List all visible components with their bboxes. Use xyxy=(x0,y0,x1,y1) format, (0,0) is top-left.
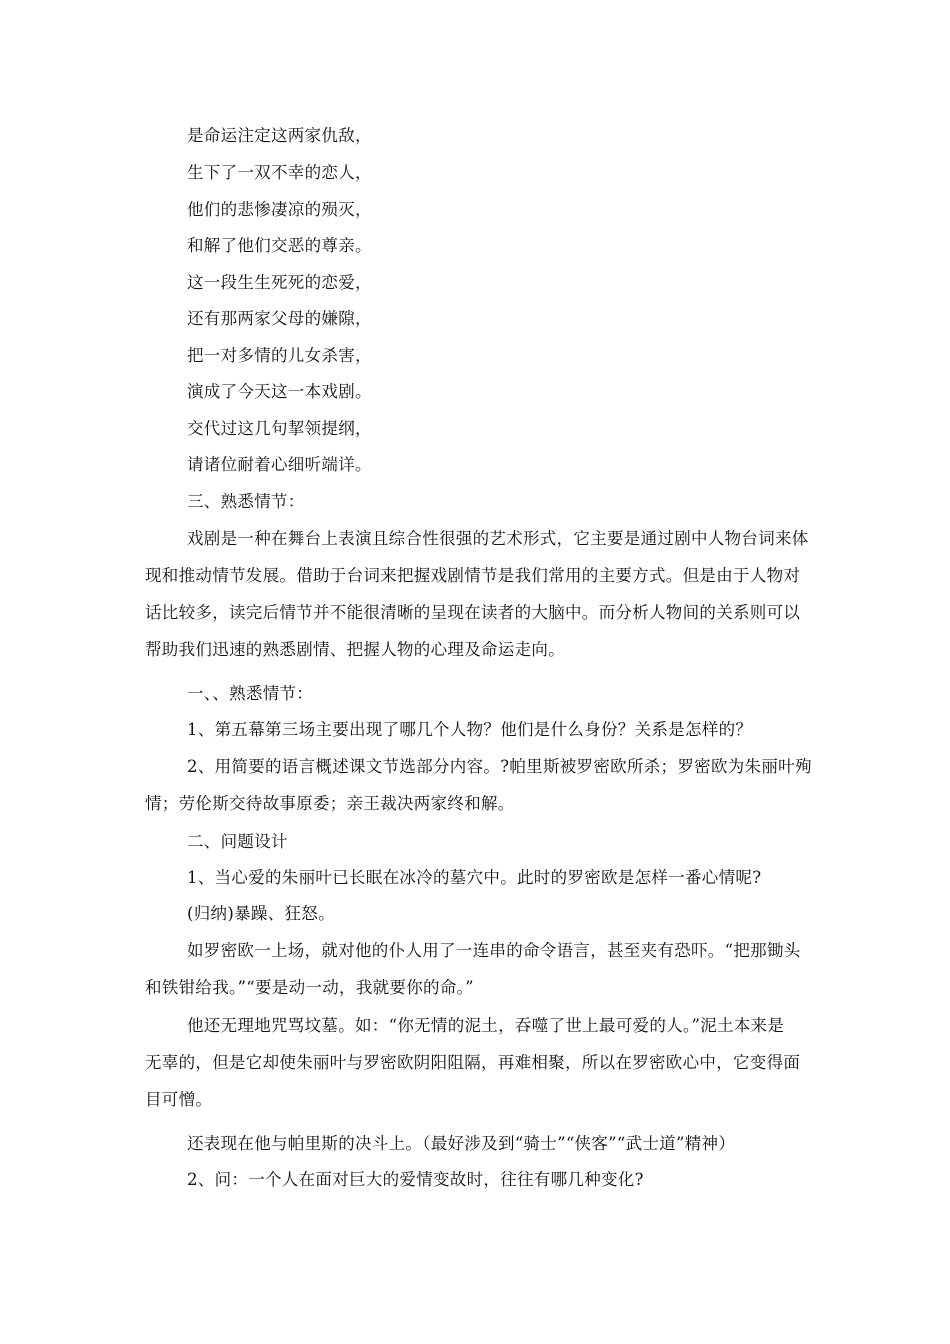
paragraph-line: 和铁钳给我。”“要是动一动，我就要你的命。” xyxy=(145,978,474,997)
paragraph-line: 他还无理地咒骂坟墓。如：“你无情的泥土，吞噬了世上最可爱的人。”泥土本来是 xyxy=(187,1016,785,1035)
poem-line: 演成了今天这一本戏剧。 xyxy=(187,382,372,401)
question-line: 1、当心爱的朱丽叶已长眠在冰冷的墓穴中。此时的罗密欧是怎样一番心情呢? xyxy=(187,868,762,887)
paragraph-line: 帮助我们迅速的熟悉剧情、把握人物的心理及命运走向。 xyxy=(145,640,565,659)
poem-line: 把一对多情的儿女杀害， xyxy=(187,346,372,365)
poem-line: 这一段生生死死的恋爱， xyxy=(187,273,372,292)
paragraph-line: 还表现在他与帕里斯的决斗上。（最好涉及到“骑士”“侠客”“武士道”精神） xyxy=(187,1134,736,1153)
poem-line: 请诸位耐着心细听端详。 xyxy=(187,455,372,474)
summary-line: (归纳)暴躁、狂怒。 xyxy=(187,904,335,923)
subsection-heading: 一、、熟悉情节： xyxy=(187,684,314,703)
poem-line: 是命运注定这两家仇敌， xyxy=(187,126,372,145)
question-line: 2、问：一个人在面对巨大的爱情变故时，往往有哪几种变化? xyxy=(187,1170,644,1189)
paragraph-line: 戏剧是一种在舞台上表演且综合性很强的艺术形式，它主要是通过剧中人物台词来体 xyxy=(187,529,809,548)
poem-line: 交代过这几句挈领提纲， xyxy=(187,419,372,438)
paragraph-line: 现和推动情节发展。借助于台词来把握戏剧情节是我们常用的主要方式。但是由于人物对 xyxy=(145,566,801,585)
question-line: 2、用简要的语言概述课文节选部分内容。?帕里斯被罗密欧所杀；罗密欧为朱丽叶殉 xyxy=(187,757,812,776)
poem-line: 还有那两家父母的嫌隙， xyxy=(187,309,372,328)
paragraph-line: 话比较多，读完后情节并不能很清晰的呈现在读者的大脑中。而分析人物间的关系则可以 xyxy=(145,603,801,622)
poem-line: 他们的悲惨凄凉的殒灭， xyxy=(187,200,372,219)
question-line: 1、第五幕第三场主要出现了哪几个人物？他们是什么身份？关系是怎样的？ xyxy=(187,720,753,739)
subsection-heading: 二、问题设计 xyxy=(187,832,288,851)
paragraph-line: 目可憎。 xyxy=(145,1090,213,1109)
poem-line: 生下了一双不幸的恋人， xyxy=(187,163,372,182)
poem-line: 和解了他们交恶的尊亲。 xyxy=(187,236,372,255)
paragraph-line: 如罗密欧一上场，就对他的仆人用了一连串的命令语言，甚至夹有恐吓。“把那锄头 xyxy=(187,941,801,960)
question-line: 情；劳伦斯交待故事原委；亲王裁决两家终和解。 xyxy=(145,794,515,813)
section-heading: 三、熟悉情节： xyxy=(187,492,305,511)
paragraph-line: 无辜的，但是它却使朱丽叶与罗密欧阴阳阻隔，再难相聚，所以在罗密欧心中，它变得面 xyxy=(145,1053,801,1072)
